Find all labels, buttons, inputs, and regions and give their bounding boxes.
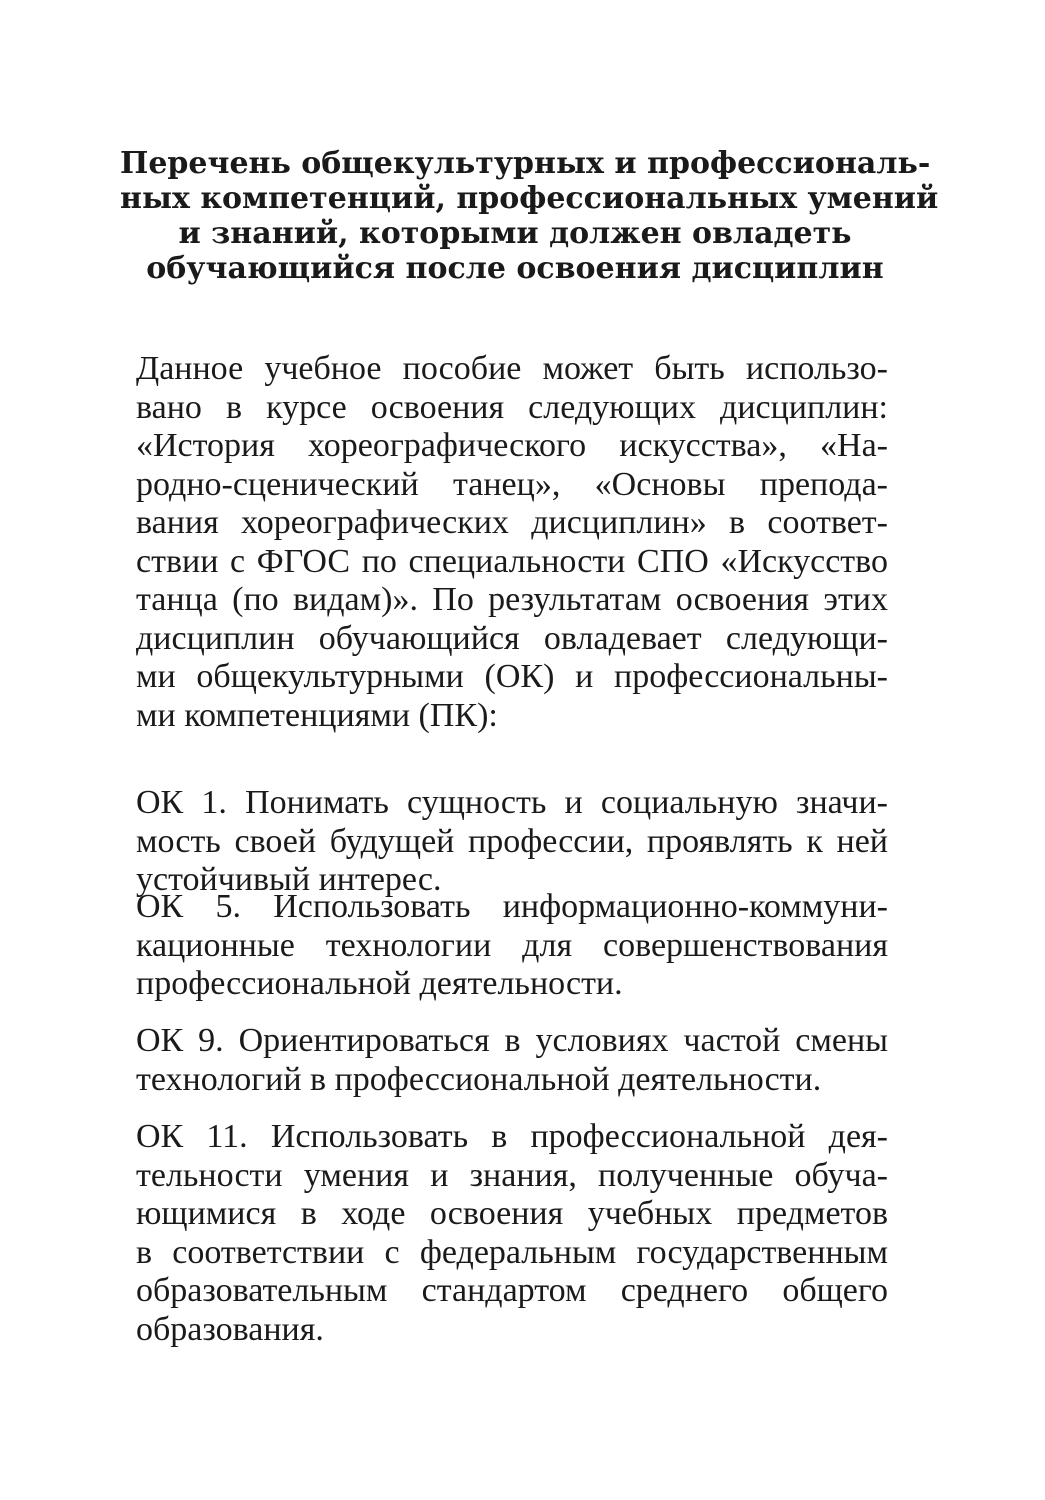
competency-line: ОК 1. Понимать сущность и социальную значи-	[136, 784, 888, 821]
intro-line: танца (по видам)». По результатам освоения этих	[136, 581, 888, 618]
competency-line: в соответствии с федеральным государственным	[136, 1233, 888, 1271]
competency-ok11	[136, 1118, 888, 1349]
intro-line: ми компетенциями (ПК):	[136, 696, 498, 734]
competency-ok9	[136, 1022, 888, 1099]
competency-line: профессиональной деятельности.	[136, 965, 623, 1002]
competency-line: образовательным стандартом среднего общего	[136, 1272, 888, 1309]
intro-line: «История хореографического искусства», «На-	[136, 427, 888, 464]
intro-line: вано в курсе освоения следующих дисциплин:	[136, 388, 888, 426]
competency-ok1	[136, 784, 888, 900]
intro-line: вания хореографических дисциплин» в соответ-	[136, 504, 888, 541]
competency-line: мость своей будущей профессии, проявлять к ней	[136, 822, 888, 860]
competency-line: технологий в профессиональной деятельности.	[136, 1060, 822, 1098]
competency-line: кационные технологии для совершенствования	[136, 926, 888, 964]
competency-ok5	[136, 888, 888, 1004]
title-line: обучающийся после освоения дисциплин	[146, 251, 884, 286]
competency-line: образования.	[136, 1310, 324, 1348]
competency-line: ющимися в ходе освоения учебных предметов	[136, 1195, 888, 1232]
intro-line: ми общекультурными (ОК) и профессиональны-	[136, 658, 888, 695]
competency-line: ОК 11. Использовать в профессиональной дея-	[136, 1118, 888, 1155]
section-title	[120, 146, 939, 286]
competency-line: устойчивый интерес.	[136, 861, 442, 898]
title-line: и знаний, которыми должен овладеть	[178, 216, 852, 251]
title-line: ных компетенций, профессиональных умений	[120, 181, 939, 216]
intro-line: ствии с ФГОС по специальности СПО «Искусство	[136, 542, 888, 580]
intro-line: родно-сценический танец», «Основы препода-	[136, 465, 888, 503]
intro-line: Данное учебное пособие может быть использо-	[136, 350, 888, 387]
competency-line: ОК 9. Ориентироваться в условиях частой смены	[136, 1022, 888, 1059]
title-line: Перечень общекультурных и профессиональ-	[120, 146, 931, 181]
intro-paragraph	[136, 350, 888, 735]
competency-line: ОК 5. Использовать информационно-коммуни-	[136, 888, 888, 925]
intro-line: дисциплин обучающийся овладевает следующи-	[136, 619, 888, 657]
competency-line: тельности умения и знания, полученные обуча-	[136, 1156, 888, 1194]
